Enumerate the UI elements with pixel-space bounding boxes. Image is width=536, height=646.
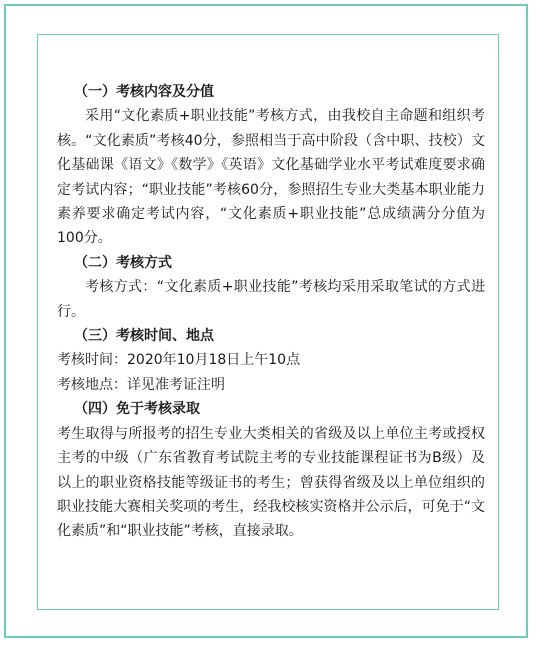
document-content: [57, 80, 485, 544]
section-heading-exemption: （四）免于考核录取: [74, 401, 200, 418]
section-heading-time-place: （三）考核时间、地点: [74, 328, 214, 345]
section-body-content-and-score: 采用“文化素质+职业技能”考核方式，由我校自主命题和组织考核。“文化素质”考核40分，参照相当于高中阶段（含中职、技校）文化基础课《语文》《数学》《英语》文化基础学业水平考试难度要求确定考试内容；“职业技能”考核60分，参照招生专业大类基本职业能力素养要求确定考试内容，“文化素质+职业技能”总成绩满分分值为100分。: [57, 108, 485, 247]
section-heading-content-and-score: （一）考核内容及分值: [74, 84, 214, 100]
exam-place-line: 考核地点：详见准考证注明: [57, 376, 225, 393]
exam-time-line: 考核时间：2020年10月18日上午10点: [57, 352, 301, 369]
section-heading-method: （二）考核方式: [74, 254, 172, 271]
section-body-method: 考核方式：“文化素质+职业技能”考核均采用采取笔试的方式进行。: [57, 279, 485, 320]
section-body-exemption: 考生取得与所报考的招生专业大类相关的省级及以上单位主考或授权主考的中级（广东省教育考试院主考的专业技能课程证书为B级）及以上的职业资格技能等级证书的考生；曾获得省级及以上单位组织的职业技能大赛相关奖项的考生，经我校核实资格并公示后，可免于“文化素质”和“职业技能”考核，直接录取。: [57, 425, 485, 540]
